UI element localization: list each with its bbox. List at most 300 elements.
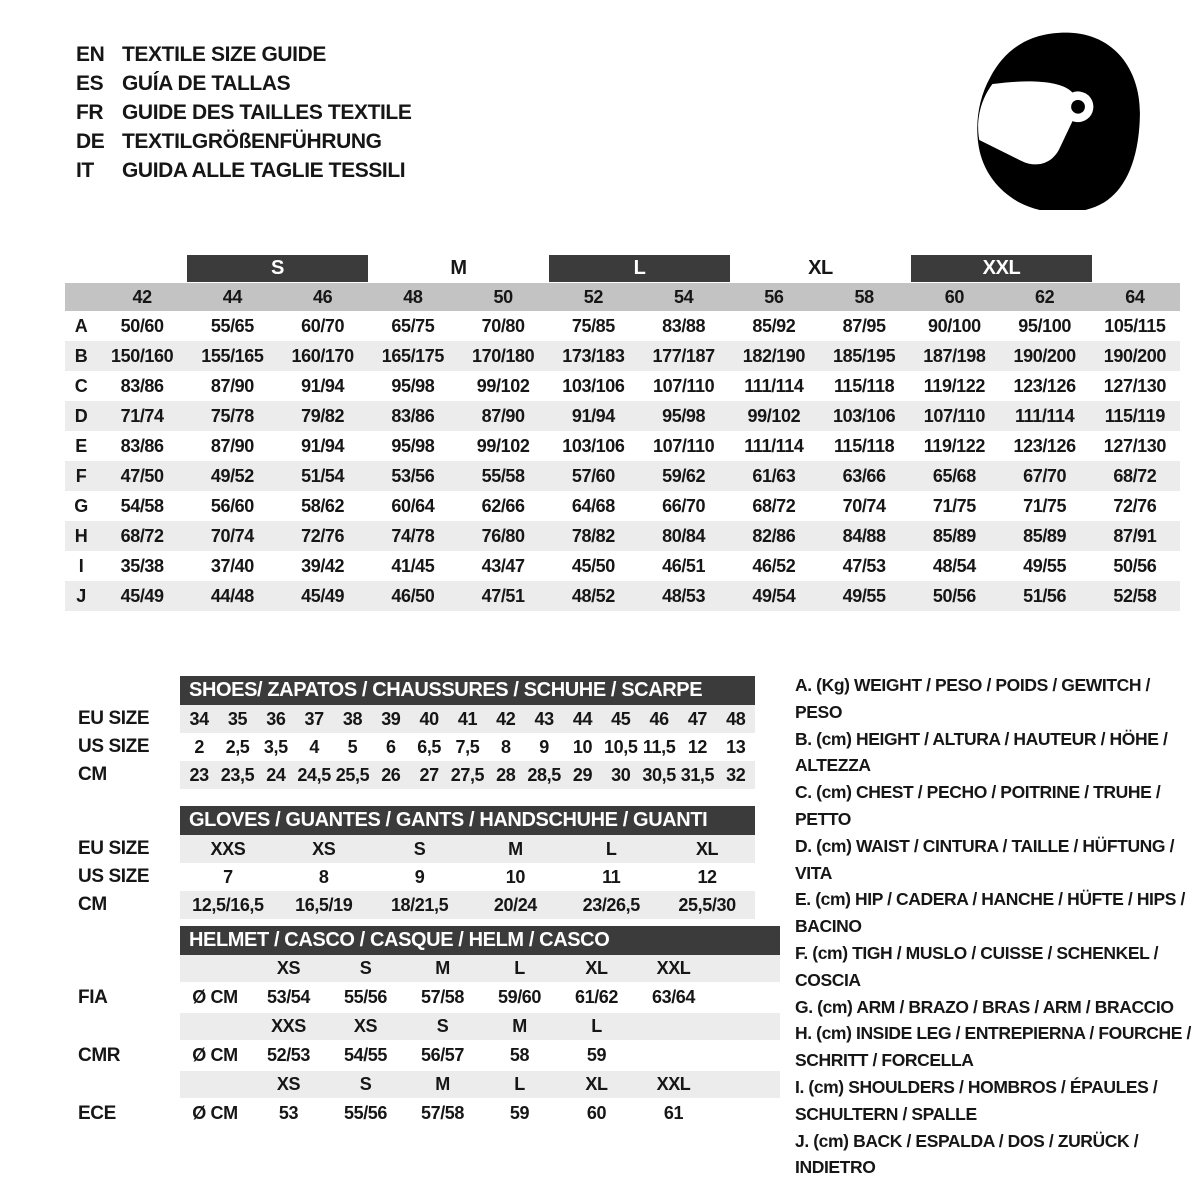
cell: 82/86 [752,525,796,546]
table-row-e [65,431,1180,461]
size-group-spacer [65,255,187,282]
cell: 27,5 [450,764,485,785]
cell: 32 [726,764,746,785]
cell: 119/122 [923,375,986,396]
language-row-de [76,127,411,156]
gloves-values [180,835,755,863]
size-cell: L [514,1074,525,1094]
legend-entry-e: E. (cm) HIP / CADERA / HANCHE / HÜFTE / HIPS / BACINO [795,889,1185,937]
unit-label: Ø CM [192,1103,238,1123]
cell: 115/119 [1104,405,1166,426]
cell: M [508,838,523,859]
cell: 26 [381,764,401,785]
cell: 155/165 [201,345,264,366]
cell: 38 [342,708,363,729]
cell: 4 [309,736,319,757]
cell: 12,5/16,5 [192,894,264,915]
cell: 43 [534,708,554,729]
cell: 41/45 [391,555,435,576]
gloves-table [65,806,755,919]
row-label: H [74,525,88,546]
cell: 53/56 [391,465,435,486]
cell: 53/54 [266,987,311,1007]
measurement-rows [65,311,1180,611]
cell: 43/47 [481,555,525,576]
language-code: IT [76,159,94,182]
gloves-row-us-size [65,863,755,891]
legend-entry-g: G. (cm) ARM / BRAZO / BRAS / ARM / BRACCIO [795,996,1174,1017]
cell: 65/68 [932,465,976,486]
size-cell: S [359,958,372,978]
side-label: US SIZE [78,736,150,757]
cell: 57/60 [571,465,615,486]
cell: 75/78 [210,405,254,426]
cell: 6,5 [417,736,442,757]
cell: 16,5/19 [295,894,353,915]
cell: 127/130 [1103,375,1166,396]
cell: 45/49 [301,585,345,606]
cell: 27 [419,764,439,785]
cell: 50/56 [932,585,976,606]
measurement-legend [795,672,1197,1181]
helmet-sizes-fia [65,955,780,982]
cell: 12 [697,866,717,887]
cell: 63/64 [651,987,696,1007]
helmet-values [180,1098,780,1129]
cell: 51/54 [301,465,345,486]
shoes-table [65,676,755,789]
cell: 49/55 [842,585,886,606]
cell: 20/24 [493,894,537,915]
size-column-54: 54 [674,286,694,307]
cell: 87/90 [210,375,254,396]
cell: 173/183 [562,345,625,366]
cell: 123/126 [1013,435,1076,456]
cell: 10 [505,866,526,887]
cell: 13 [726,736,746,757]
main-size-table [65,255,1180,611]
cell: 60/64 [391,495,435,516]
cell: 8 [500,736,511,757]
size-number-band [65,283,1180,311]
cell: 36 [266,708,286,729]
cell: 50/60 [120,315,164,336]
cell: 68/72 [752,495,796,516]
cell: 80/84 [662,525,706,546]
cell: 58/62 [301,495,345,516]
language-title-block [76,40,411,185]
shoes-values [180,761,755,789]
size-group-l: L [549,255,730,282]
guide-title-es: GUÍA DE TALLAS [122,72,291,95]
standard-label: ECE [78,1102,116,1124]
gloves-table-title: GLOVES / GUANTES / GANTS / HANDSCHUHE / GUANTI [180,806,755,835]
cell: 48 [726,708,746,729]
shoes-row-cm [65,761,755,789]
cell: 65/75 [391,315,435,336]
side-label: EU SIZE [78,838,150,859]
legend-entry-d: D. (cm) WAIST / CINTURA / TAILLE / HÜFTUNG / VITA [795,835,1175,883]
size-column-48: 48 [403,286,423,307]
cell: 57/58 [420,1103,465,1123]
cell: 87/95 [842,315,886,336]
cell: 63/66 [842,465,886,486]
cell: 60/70 [301,315,345,336]
gloves-row-cm [65,891,755,919]
cell: 49/55 [1023,555,1067,576]
legend-entry-j: J. (cm) BACK / ESPALDA / DOS / ZURÜCK / INDIETRO [795,1130,1139,1178]
size-cell: XL [585,1074,608,1094]
helmet-standard-ece [65,1098,780,1129]
cell: 37/40 [210,555,254,576]
cell: 10,5 [604,736,638,757]
size-group-s: S [187,255,368,282]
size-column-44: 44 [222,286,242,307]
cell: 59 [586,1045,607,1065]
cell: 29 [572,764,593,785]
cell: 74/78 [391,525,435,546]
cell: 23,5 [220,764,255,785]
cell: 107/110 [923,405,986,426]
helmet-size-band [180,1071,780,1098]
cell: 68/72 [1113,465,1157,486]
helmet-values [180,982,780,1013]
cell: 30,5 [642,764,676,785]
cell: 46/52 [752,555,796,576]
cell: 62/66 [481,495,525,516]
cell: 71/75 [1023,495,1067,516]
cell: 115/118 [833,375,895,396]
cell: 107/110 [652,375,715,396]
cell: 103/106 [562,435,625,456]
cell: 170/180 [471,345,535,366]
row-label: C [74,375,88,396]
cell: 44/48 [210,585,254,606]
row-label: I [78,555,84,576]
cell: 47/51 [481,585,525,606]
cell: 49/52 [210,465,254,486]
legend-entry-h: H. (cm) INSIDE LEG / ENTREPIERNA / FOURCHE / SCHRITT / FORCELLA [795,1023,1191,1071]
cell: 67/70 [1023,465,1067,486]
cell: 123/126 [1013,375,1076,396]
helmet-rows [65,955,780,1129]
cell: 45 [611,708,631,729]
size-column-46: 46 [313,286,333,307]
cell: 111/114 [1014,405,1075,426]
helmet-standard-cmr [65,1040,780,1071]
size-cell: XXS [271,1016,306,1036]
cell: 49/54 [752,585,796,606]
language-code: DE [76,130,105,153]
cell: 10 [572,736,593,757]
cell: 87/90 [210,435,254,456]
legend-entry-b: B. (cm) HEIGHT / ALTURA / HAUTEUR / HÖHE / ALTEZZA [795,728,1168,776]
cell: 56/60 [210,495,254,516]
unit-label: Ø CM [192,987,238,1007]
table-row-f [65,461,1180,491]
cell: 28 [496,764,516,785]
cell: 23/26,5 [582,894,640,915]
cell: 59/62 [662,465,706,486]
language-row-en [76,40,411,69]
size-column-60: 60 [944,286,964,307]
side-label: CM [78,764,107,785]
size-cell: L [591,1016,602,1036]
size-cell: L [514,958,525,978]
cell: 24,5 [297,764,331,785]
language-row-es [76,69,411,98]
guide-title-en: TEXTILE SIZE GUIDE [122,43,326,66]
cell: 48/54 [932,555,976,576]
cell: 39/42 [301,555,345,576]
shoes-row-us-size [65,733,755,761]
cell: 79/82 [301,405,345,426]
cell: 35 [227,708,248,729]
size-group-xl: XL [808,257,833,279]
cell: 7,5 [455,736,480,757]
cell: 160/170 [291,345,354,366]
cell: 54/58 [120,495,164,516]
cell: L [605,838,617,859]
cell: 95/98 [391,375,435,396]
cell: 48/52 [571,585,615,606]
cell: 87/91 [1113,525,1157,546]
cell: 85/89 [1023,525,1067,546]
language-row-it [76,156,411,185]
cell: 177/187 [652,345,715,366]
cell: 55/56 [343,987,388,1007]
table-row-i [65,551,1180,581]
cell: 90/100 [928,315,981,336]
cell: 127/130 [1103,435,1166,456]
cell: 37 [304,708,324,729]
legend-entry-i: I. (cm) SHOULDERS / HOMBROS / ÉPAULES / SCHULTERN / SPALLE [795,1076,1158,1124]
legend-entry-c: C. (cm) CHEST / PECHO / POITRINE / TRUHE / PETTO [795,782,1161,829]
cell: 12 [687,736,708,757]
row-label: E [75,435,87,456]
cell: S [413,838,426,859]
cell: 2,5 [225,736,250,757]
helmet-size-band [180,1013,780,1040]
size-cell: M [435,1074,450,1094]
size-column-52: 52 [583,286,603,307]
cell: 72/76 [301,525,345,546]
cell: 30 [611,764,631,785]
cell: 3,5 [263,736,288,757]
cell: 24 [266,764,286,785]
size-column-50: 50 [493,286,513,307]
racing-helmet-icon [972,30,1144,210]
cell: 54/55 [343,1045,388,1065]
cell: 91/94 [301,375,345,396]
cell: XS [312,838,336,859]
table-row-b [65,341,1180,371]
cell: 6 [385,736,396,757]
cell: 72/76 [1113,495,1157,516]
table-row-g [65,491,1180,521]
helmet-values [180,1040,780,1071]
cell: 150/160 [110,345,174,366]
cell: 25,5/30 [678,894,736,915]
cell: 11,5 [642,736,676,757]
cell: 5 [347,736,358,757]
cell: 28,5 [527,764,561,785]
unit-label: Ø CM [192,1045,238,1065]
cell: 48/53 [662,585,706,606]
cell: 182/190 [742,345,805,366]
shoes-values [180,733,755,761]
cell: 2 [194,736,204,757]
size-column-56: 56 [764,286,784,307]
row-label: J [76,585,86,606]
cell: 53 [278,1103,299,1123]
cell: 119/122 [923,435,986,456]
gloves-rows [65,835,755,919]
cell: 60 [586,1103,607,1123]
cell: 70/80 [481,315,525,336]
helmet-sizes-ece [65,1071,780,1098]
cell: 61 [663,1103,684,1123]
cell: 85/92 [752,315,796,336]
language-code: FR [76,101,104,124]
size-cell: XS [276,958,301,978]
guide-title-de: TEXTILGRÖßENFÜHRUNG [122,130,382,153]
legend-entry-f: F. (cm) TIGH / MUSLO / CUISSE / SCHENKEL / COSCIA [795,942,1159,990]
cell: 107/110 [652,435,715,456]
cell: 91/94 [301,435,345,456]
cell: 55/56 [343,1103,388,1123]
cell: 75/85 [571,315,615,336]
table-row-a [65,311,1180,341]
size-cell: M [435,958,450,978]
size-group-header [65,255,1180,282]
cell: 45/50 [571,555,615,576]
shoes-rows [65,705,755,789]
size-group-m: M [450,257,467,279]
cell: 25,5 [335,764,370,785]
cell: 99/102 [747,405,801,426]
gloves-row-eu-size [65,835,755,863]
cell: 52/53 [266,1045,311,1065]
cell: 95/98 [662,405,706,426]
cell: 165/175 [381,345,444,366]
shoes-row-eu-size [65,705,755,733]
cell: 78/82 [571,525,615,546]
cell: 45/49 [120,585,164,606]
cell: 47/50 [120,465,164,486]
size-cell: XS [353,1016,378,1036]
cell: 46/51 [662,555,706,576]
cell: 187/198 [923,345,986,366]
size-cell: XXL [656,1074,691,1094]
side-label: US SIZE [78,866,150,887]
cell: 23 [189,764,209,785]
size-group-xxl: XXL [911,255,1092,282]
cell: 8 [318,866,329,887]
guide-title-it: GUIDA ALLE TAGLIE TESSILI [122,159,406,182]
size-cell: M [512,1016,527,1036]
table-row-d [65,401,1180,431]
cell: 34 [189,708,209,729]
cell: 47 [687,708,708,729]
cell: 59 [509,1103,530,1123]
cell: 115/118 [833,435,895,456]
shoes-values [180,705,755,733]
language-row-fr [76,98,411,127]
cell: 99/102 [476,435,530,456]
cell: 55/58 [481,465,525,486]
size-column-42: 42 [132,286,152,307]
cell: 99/102 [476,375,530,396]
cell: 105/115 [1104,315,1166,336]
size-cell: XL [585,958,608,978]
size-column-58: 58 [854,286,874,307]
cell: 70/74 [842,495,886,516]
cell: 70/74 [210,525,254,546]
cell: 87/90 [481,405,525,426]
cell: 103/106 [832,405,896,426]
size-cell: S [359,1074,372,1094]
cell: 83/86 [391,405,435,426]
cell: 190/200 [1103,345,1166,366]
cell: 76/80 [481,525,525,546]
helmet-table-title: HELMET / CASCO / CASQUE / HELM / CASCO [180,926,780,955]
table-row-j [65,581,1180,611]
size-column-64: 64 [1125,286,1145,307]
cell: 51/56 [1023,585,1067,606]
table-row-h [65,521,1180,551]
helmet-table [65,926,780,1129]
cell: 103/106 [562,375,625,396]
cell: 31,5 [680,764,715,785]
cell: 50/56 [1113,555,1157,576]
cell: 111/114 [744,375,804,396]
side-label: EU SIZE [78,708,150,729]
cell: 95/98 [391,435,435,456]
cell: 9 [539,736,549,757]
cell: 95/100 [1018,315,1071,336]
row-label: D [74,405,88,426]
cell: 68/72 [120,525,164,546]
cell: 71/74 [120,405,164,426]
row-label: F [75,465,87,486]
gloves-values [180,863,755,891]
cell: 44 [572,708,593,729]
cell: 61/62 [574,987,619,1007]
size-cell: S [436,1016,449,1036]
cell: 83/88 [662,315,706,336]
size-column-62: 62 [1035,286,1055,307]
cell: 40 [419,708,439,729]
cell: 185/195 [832,345,896,366]
cell: 58 [509,1045,530,1065]
cell: 64/68 [571,495,615,516]
cell: 55/65 [210,315,254,336]
cell: 39 [381,708,401,729]
language-code: EN [76,43,105,66]
cell: 83/86 [120,435,164,456]
cell: 42 [496,708,516,729]
gloves-values [180,891,755,919]
size-cell: XXL [656,958,691,978]
helmet-sizes-cmr [65,1013,780,1040]
cell: 85/89 [932,525,976,546]
cell: 56/57 [420,1045,465,1065]
row-label: G [74,495,88,516]
shoes-table-title: SHOES/ ZAPATOS / CHAUSSURES / SCHUHE / SCARPE [180,676,755,705]
cell: 11 [602,866,621,887]
standard-label: FIA [78,986,108,1008]
